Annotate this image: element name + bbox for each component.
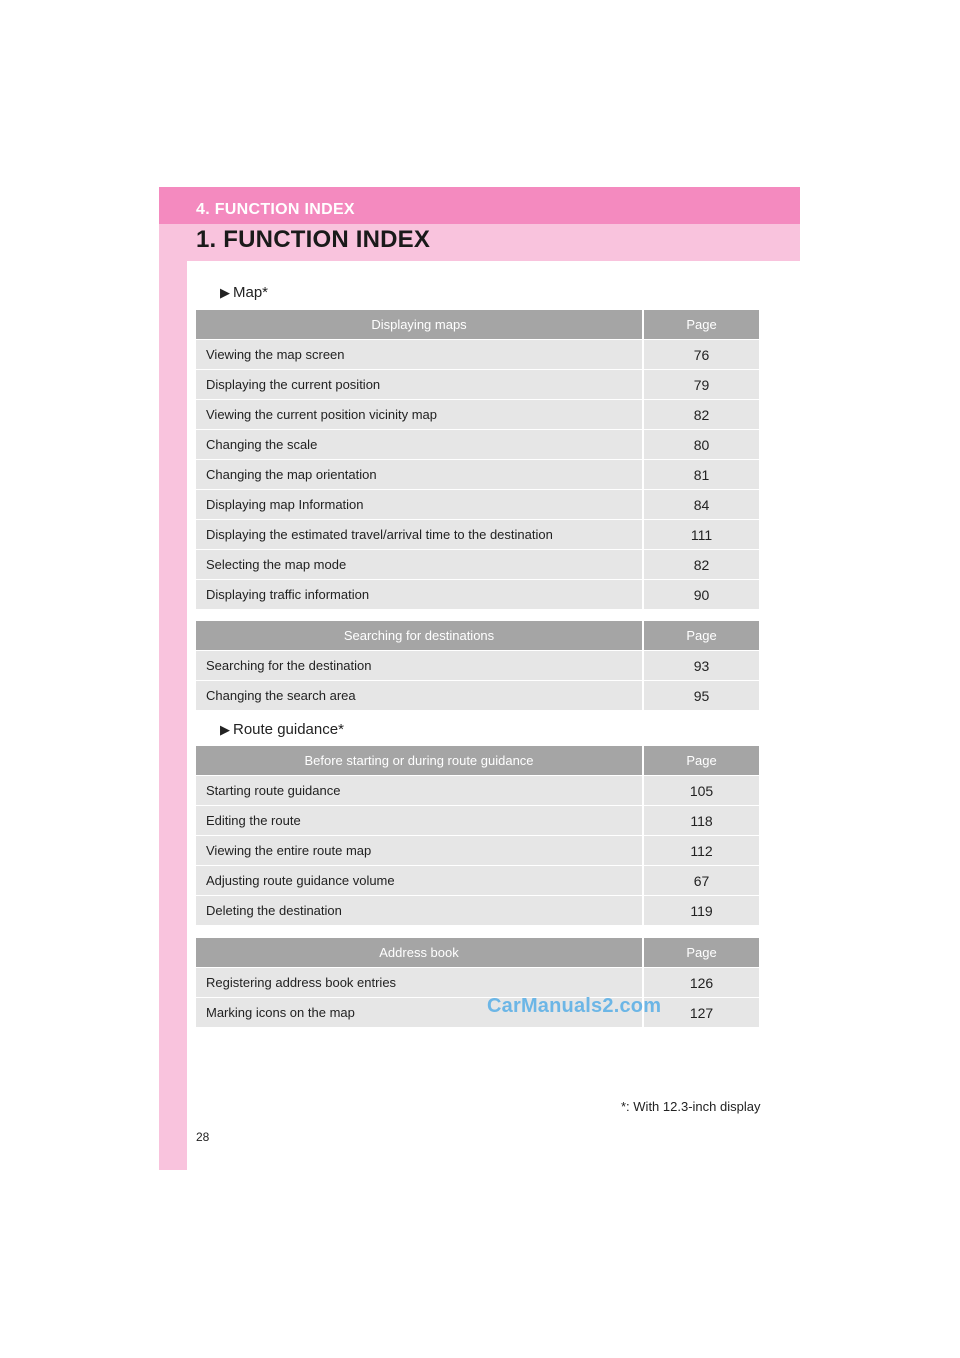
table-row — [196, 460, 759, 490]
page-column-header: Page — [643, 310, 759, 340]
table-row — [196, 998, 759, 1028]
row-label: Selecting the map mode — [196, 550, 643, 580]
row-label: Changing the scale — [196, 430, 643, 460]
row-page: 105 — [643, 776, 759, 806]
row-page: 67 — [643, 866, 759, 896]
table-row — [196, 968, 759, 998]
row-label: Displaying traffic information — [196, 580, 643, 610]
row-page: 127 — [643, 998, 759, 1028]
route-guidance-table — [196, 746, 759, 926]
row-label: Viewing the entire route map — [196, 836, 643, 866]
table-row — [196, 340, 759, 370]
row-page: 82 — [643, 550, 759, 580]
row-label: Changing the map orientation — [196, 460, 643, 490]
page-column-header: Page — [643, 621, 759, 651]
table-row — [196, 550, 759, 580]
table-row — [196, 580, 759, 610]
table-row — [196, 651, 759, 681]
row-label: Adjusting route guidance volume — [196, 866, 643, 896]
row-page: 82 — [643, 400, 759, 430]
watermark: CarManuals2.com — [487, 995, 662, 1017]
row-page: 126 — [643, 968, 759, 998]
page-column-header: Page — [643, 938, 759, 968]
table-header: Before starting or during route guidance — [196, 746, 643, 776]
section-label: 4. FUNCTION INDEX — [196, 201, 355, 218]
row-page: 95 — [643, 681, 759, 711]
displaying-maps-table — [196, 310, 759, 610]
table-row — [196, 490, 759, 520]
row-label: Starting route guidance — [196, 776, 643, 806]
table-header: Displaying maps — [196, 310, 643, 340]
table-row — [196, 430, 759, 460]
triangle-right-icon: ▶ — [220, 722, 230, 737]
row-label: Viewing the map screen — [196, 340, 643, 370]
row-page: 118 — [643, 806, 759, 836]
page-column-header: Page — [643, 746, 759, 776]
row-page: 119 — [643, 896, 759, 926]
row-label: Editing the route — [196, 806, 643, 836]
searching-destinations-table — [196, 621, 759, 711]
triangle-right-icon: ▶ — [220, 285, 230, 300]
table-row — [196, 520, 759, 550]
row-page: 84 — [643, 490, 759, 520]
row-page: 79 — [643, 370, 759, 400]
row-page: 112 — [643, 836, 759, 866]
page-title: 1. FUNCTION INDEX — [196, 226, 431, 253]
row-page: 76 — [643, 340, 759, 370]
table-row — [196, 806, 759, 836]
row-label: Displaying the current position — [196, 370, 643, 400]
row-label: Registering address book entries — [196, 968, 643, 998]
subsection-route-guidance — [220, 721, 344, 738]
row-page: 93 — [643, 651, 759, 681]
footnote: *: With 12.3-inch display — [621, 1099, 761, 1114]
row-label: Displaying map Information — [196, 490, 643, 520]
row-label: Changing the search area — [196, 681, 643, 711]
row-label: Displaying the estimated travel/arrival time to the destination — [196, 520, 643, 550]
row-label: Searching for the destination — [196, 651, 643, 681]
row-page: 80 — [643, 430, 759, 460]
row-page: 111 — [643, 520, 759, 550]
page-number: 28 — [196, 1130, 210, 1144]
subsection-route-guidance-label: Route guidance* — [233, 721, 344, 738]
row-label: Deleting the destination — [196, 896, 643, 926]
table-row — [196, 866, 759, 896]
row-page: 90 — [643, 580, 759, 610]
address-book-table — [196, 938, 759, 1028]
row-label: Viewing the current position vicinity map — [196, 400, 643, 430]
table-row — [196, 400, 759, 430]
side-strip — [159, 187, 187, 1170]
table-row — [196, 896, 759, 926]
table-row — [196, 370, 759, 400]
table-row — [196, 681, 759, 711]
row-label: Marking icons on the map — [196, 998, 643, 1028]
table-header: Searching for destinations — [196, 621, 643, 651]
table-row — [196, 836, 759, 866]
subsection-map — [220, 284, 268, 301]
table-header: Address book — [196, 938, 643, 968]
subsection-map-label: Map* — [233, 284, 269, 301]
row-page: 81 — [643, 460, 759, 490]
table-row — [196, 776, 759, 806]
